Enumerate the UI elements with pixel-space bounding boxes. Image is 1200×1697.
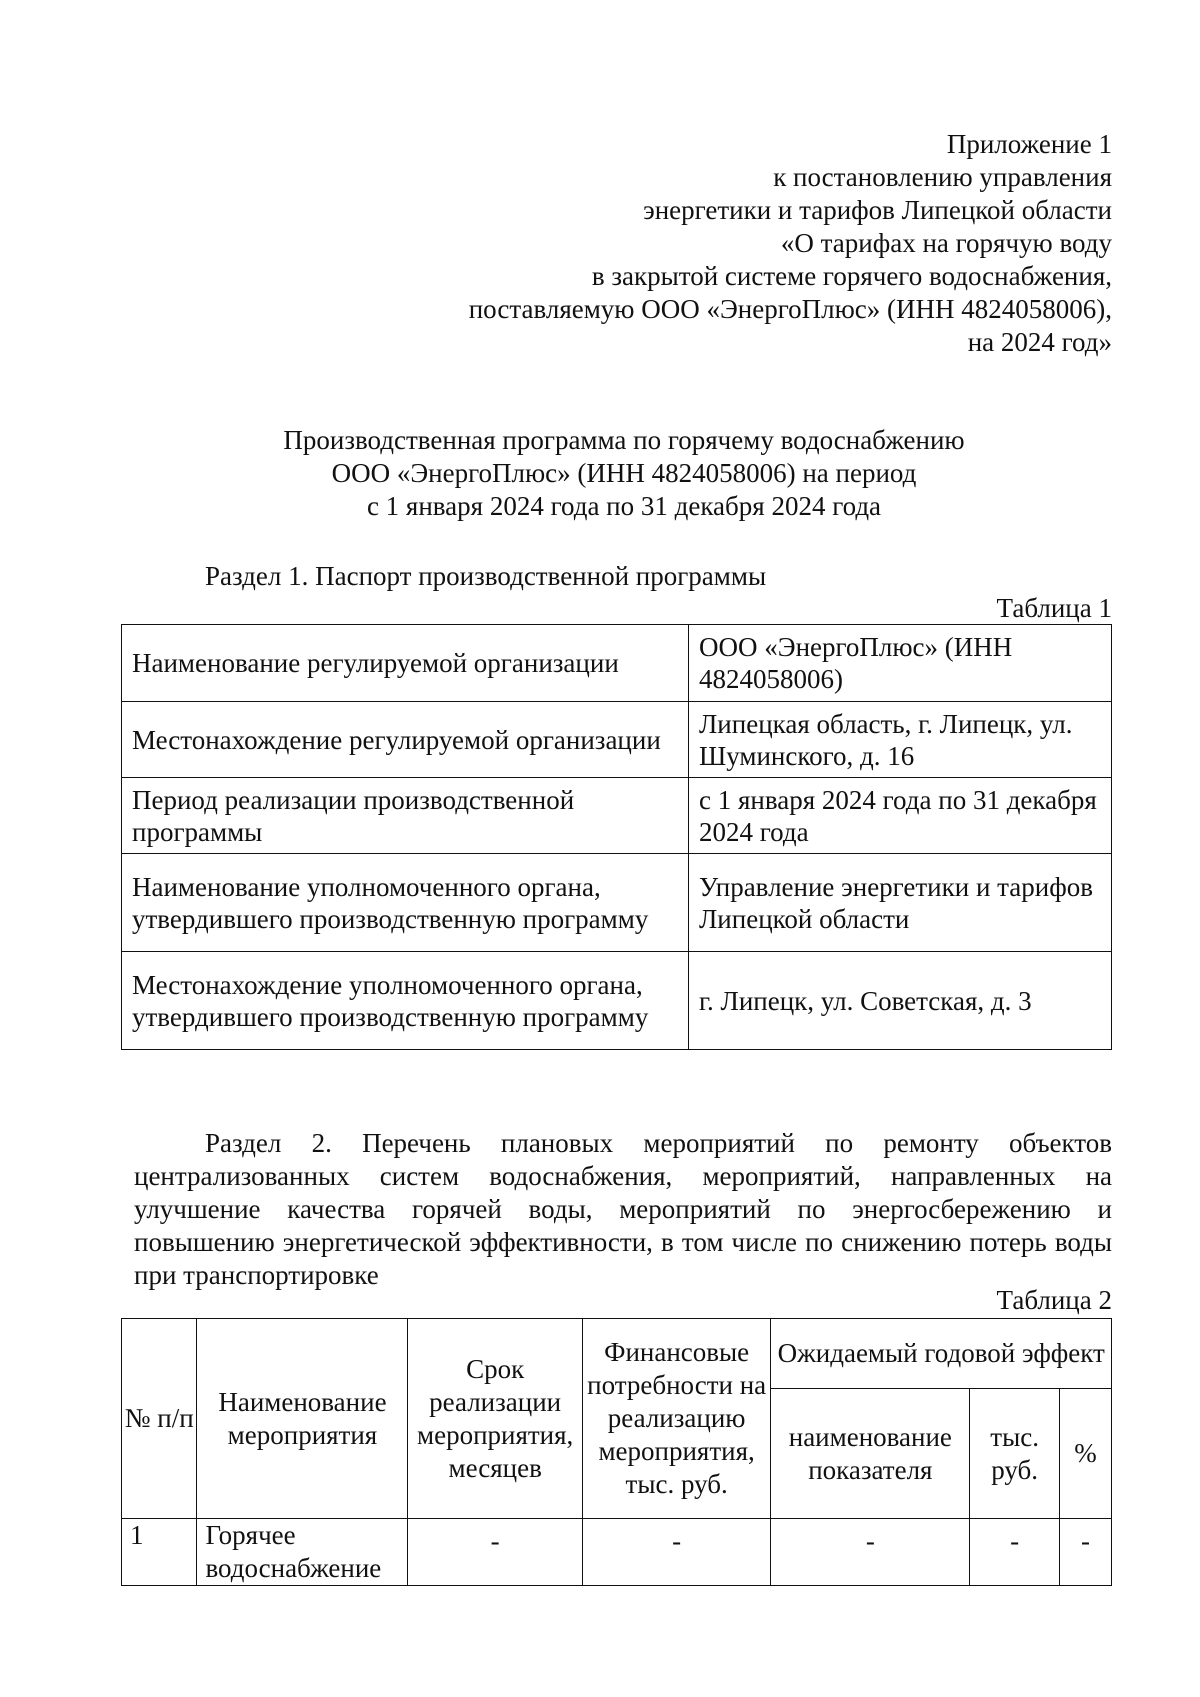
header-thousand-rub: тыс. руб. (970, 1389, 1060, 1519)
cell-finance: - (582, 1519, 771, 1586)
passport-label: Наименование уполномоченного органа, утвердившего производственную программу (122, 854, 689, 952)
passport-value: ООО «ЭнергоПлюс» (ИНН 4824058006) (689, 625, 1112, 702)
passport-label: Период реализации производственной программы (122, 778, 689, 854)
header-term: Срок реализации мероприятия, месяцев (408, 1319, 582, 1519)
header-num: № п/п (122, 1319, 197, 1519)
table2-label: Таблица 2 (996, 1285, 1112, 1315)
header-effect: Ожидаемый годовой эффект (771, 1319, 1112, 1389)
cell-num: 1 (122, 1519, 197, 1586)
table1-label: Таблица 1 (996, 593, 1112, 623)
passport-value: Липецкая область, г. Липецк, ул. Шуминского, д. 16 (689, 702, 1112, 778)
appendix-line: поставляемую ООО «ЭнергоПлюс» (ИНН 4824058006), (468, 294, 1112, 324)
cell-name: Горячее водоснабжение (197, 1519, 408, 1586)
table-row (122, 854, 1112, 952)
section2-text: Раздел 2. Перечень плановых мероприятий по ремонту объектов централизованных систем водоснабжения, мероприятий, направленных на улучшение качества горячей воды, мероприятий по энергосбережению и повышению энергетической эффективности, в том числе по снижению потерь воды при транспортировке (134, 1128, 1112, 1290)
appendix-line: «О тарифах на горячую воду (780, 228, 1112, 258)
cell-term: - (408, 1519, 582, 1586)
program-title (134, 424, 1114, 523)
cell-thousand-rub: - (970, 1519, 1060, 1586)
passport-table (121, 624, 1112, 1050)
header-name: Наименование мероприятия (197, 1319, 408, 1519)
measures-table (121, 1318, 1112, 1586)
cell-percent: - (1059, 1519, 1111, 1586)
appendix-line: в закрытой системе горячего водоснабжения, (591, 261, 1112, 291)
passport-label: Местонахождение уполномоченного органа, утвердившего производственную программу (122, 952, 689, 1050)
table-row (122, 1319, 1112, 1389)
passport-label: Местонахождение регулируемой организации (122, 702, 689, 778)
table-row (122, 1519, 1112, 1586)
appendix-line: энергетики и тарифов Липецкой области (643, 195, 1112, 225)
passport-value: Управление энергетики и тарифов Липецкой области (689, 854, 1112, 952)
passport-value: с 1 января 2024 года по 31 декабря 2024 года (689, 778, 1112, 854)
table-row (122, 625, 1112, 702)
section2-paragraph (134, 1127, 1112, 1292)
passport-label: Наименование регулируемой организации (122, 625, 689, 702)
header-percent: % (1059, 1389, 1111, 1519)
appendix-line: на 2024 год» (967, 327, 1112, 357)
appendix-line: Приложение 1 (946, 129, 1112, 159)
table-row (122, 952, 1112, 1050)
appendix-block (392, 128, 1112, 359)
header-finance: Финансовые потребности на реализацию мероприятия, тыс. руб. (582, 1319, 771, 1519)
table-row (122, 778, 1112, 854)
program-title-line: с 1 января 2024 года по 31 декабря 2024 года (366, 491, 882, 521)
cell-indicator: - (771, 1519, 970, 1586)
table-row (122, 702, 1112, 778)
appendix-line: к постановлению управления (773, 162, 1112, 192)
header-indicator: наименование показателя (771, 1389, 970, 1519)
section1-heading: Раздел 1. Паспорт производственной программы (205, 561, 767, 591)
passport-value: г. Липецк, ул. Советская, д. 3 (689, 952, 1112, 1050)
program-title-line: Производственная программа по горячему водоснабжению (283, 425, 965, 455)
program-title-line: ООО «ЭнергоПлюс» (ИНН 4824058006) на период (331, 458, 917, 488)
